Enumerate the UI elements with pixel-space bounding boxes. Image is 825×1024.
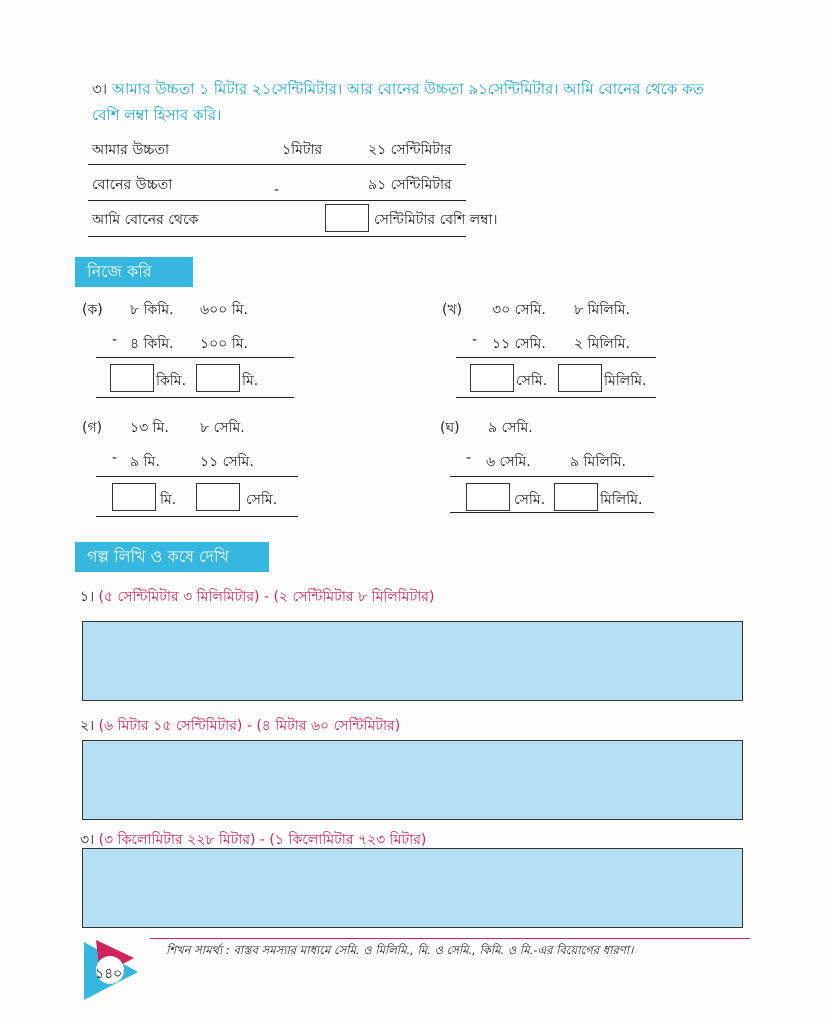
gha-answer-box-2[interactable] [554,483,598,511]
ka-answer-box-2[interactable] [196,364,240,392]
gha-unit-1: সেমি. [514,492,546,508]
story-2-expression: (৬ মিটার ১৫ সেন্টিমিটার) - (৪ মিটার ৬০ সেন্টিমিটার) [98,718,401,734]
story-2-answer-area[interactable] [82,740,743,820]
page-number: ১৪০ [95,966,123,982]
question-line-2: বেশি লম্বা হিসাব করি। [92,106,222,124]
learning-outcome-text: শিখন সামর্থ্য : বাস্তব সমস্যার মাধ্যমে সেমি. ও মিলিমি., মি. ও সেমি., কিমি. ও মি.-এর বিয়োগের ধারণা। [166,943,634,957]
ka-rule-top [96,357,294,358]
row1-cm: ২১ সেন্টিমিটার [368,142,452,158]
ka-rule-bottom [96,397,294,398]
ka-line1-b: ৬০০ মি. [200,302,248,318]
story-3-number: ৩। [80,832,95,848]
row3-label: আমি বোনের থেকে [92,212,199,228]
ga-line2-a: ৯ মি. [130,454,160,470]
ga-line2-b: ১১ সেমি. [200,454,254,470]
story-1-expression: (৫ সেন্টিমিটার ৩ মিলিমিটার) - (২ সেন্টিমিটার ৮ মিলিমিটার) [98,589,435,605]
ka-unit-2: মি. [242,373,259,389]
ga-unit-2: সেমি. [246,492,278,508]
gha-line1-a: ৯ সেমি. [488,420,533,436]
kha-line1-a: ৩০ সেমি. [492,302,546,318]
footer-rule [150,938,750,939]
gha-rule-top [450,476,654,477]
ka-line1-a: ৮ কিমি. [130,302,174,318]
practice-banner: নিজে করি [75,257,193,287]
ka-tag: (ক) [82,302,103,318]
question-3-text [92,76,772,128]
row1-label: আমার উচ্চতা [92,142,170,158]
row2-cm: ৯১ সেন্টিমিটার [368,177,452,193]
gha-line2-b: ৯ মিলিমি. [570,454,626,470]
story-1-prompt [80,585,434,609]
ga-line1-b: ৮ সেমি. [200,420,245,436]
row-divider [88,236,466,237]
ka-unit-1: কিমি. [156,373,187,389]
question-line-1: আমার উচ্চতা ১ মিটার ২১সেন্টিমিটার। আর বোনের উচ্চতা ৯১সেন্টিমিটার। আমি বোনের থেকে কত [111,80,704,98]
kha-unit-2: মিলিমি. [604,373,647,389]
gha-answer-box-1[interactable] [466,483,510,511]
question-number: ৩। [92,80,108,98]
gha-minus: - [466,450,472,466]
ka-answer-box-1[interactable] [110,364,154,392]
ka-line2-b: ১০০ মি. [200,336,248,352]
ga-rule-bottom [96,516,298,517]
row-divider [88,200,466,201]
kha-minus: - [472,332,478,348]
story-1-number: ১। [80,589,95,605]
kha-line2-b: ২ মিলিমি. [574,336,630,352]
kha-line2-a: ১১ সেমি. [492,336,546,352]
row2-label: বোনের উচ্চতা [92,177,173,193]
gha-line2-a: ৬ সেমি. [486,454,531,470]
story-banner: গল্প লিখি ও কষে দেখি [75,542,269,572]
story-3-expression: (৩ কিলোমিটার ২২৮ মিটার) - (১ কিলোমিটার ৭২৩ মিটার) [98,832,427,848]
gha-tag: (ঘ) [440,420,460,436]
ga-unit-1: মি. [160,492,177,508]
story-1-answer-area[interactable] [82,621,743,701]
row-divider [88,164,466,165]
ga-tag: (গ) [82,420,103,436]
ga-line1-a: ১৩ মি. [130,420,169,436]
kha-answer-box-2[interactable] [558,364,602,392]
ka-line2-a: ৪ কিমি. [130,336,174,352]
story-2-number: ২। [80,718,95,734]
row1-meter: ১মিটার [282,142,323,158]
ka-minus: - [112,332,118,348]
kha-line1-b: ৮ মিলিমি. [574,302,630,318]
story-3-answer-area[interactable] [82,848,743,928]
answer-input-box[interactable] [325,204,369,232]
gha-rule-bottom [450,512,654,513]
ga-rule-top [96,476,298,477]
ga-minus: - [112,450,118,466]
story-2-prompt [80,714,400,738]
kha-unit-1: সেমি. [516,373,548,389]
kha-answer-box-1[interactable] [470,364,514,392]
kha-rule-bottom [456,397,656,398]
kha-rule-top [456,357,656,358]
gha-unit-2: মিলিমি. [600,492,643,508]
kha-tag: (খ) [442,302,463,318]
ga-answer-box-1[interactable] [112,483,156,511]
row3-suffix: সেন্টিমিটার বেশি লম্বা। [374,212,498,228]
row2-minus: - [274,182,280,198]
ga-answer-box-2[interactable] [196,483,240,511]
